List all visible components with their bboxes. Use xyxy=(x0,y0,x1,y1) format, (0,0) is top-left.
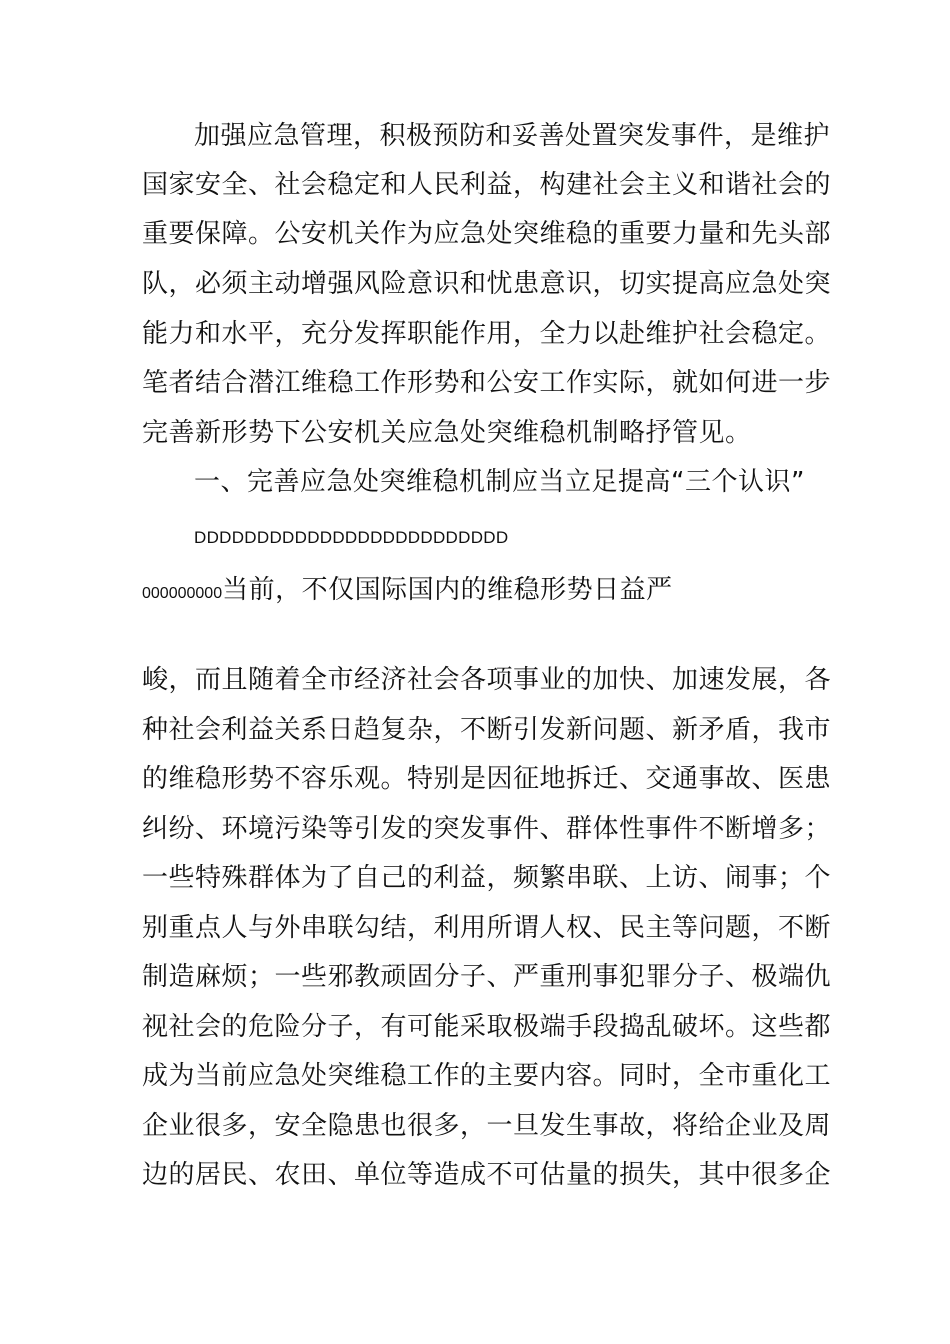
paragraph-1-line-4: 队，必须主动增强风险意识和忧患意识，切实提高应急处突 xyxy=(142,269,832,299)
mixed-text-line xyxy=(142,572,673,612)
paragraph-2-line-9: 成为当前应急处突维稳工作的主要内容。同时，全市重化工 xyxy=(142,1061,832,1091)
line-after-zeros: 当前，不仅国际国内的维稳形势日益严 xyxy=(222,575,673,605)
paragraph-1-line-3: 重要保障。公安机关作为应急处突维稳的重要力量和先头部 xyxy=(142,219,832,249)
paragraph-1-line-5: 能力和水平，充分发挥职能作用，全力以赴维护社会稳定。 xyxy=(142,319,832,349)
paragraph-2-line-2: 种社会利益关系日趋复杂，不断引发新问题、新矛盾，我市 xyxy=(142,715,832,745)
garbled-text-line: DDDDDDDDDDDDDDDDDDDDDDDDD xyxy=(194,528,509,547)
paragraph-2-line-5: 一些特殊群体为了自己的利益，频繁串联、上访、闹事；个 xyxy=(142,863,832,893)
section-heading-1: 一、完善应急处突维稳机制应当立足提高“三个认识” xyxy=(194,467,805,497)
paragraph-2-line-7: 制造麻烦；一些邪教顽固分子、严重刑事犯罪分子、极端仇 xyxy=(142,962,832,992)
paragraph-2-line-6: 别重点人与外串联勾结，利用所谓人权、民主等问题，不断 xyxy=(142,913,832,943)
paragraph-2-line-4: 纠纷、环境污染等引发的突发事件、群体性事件不断增多； xyxy=(142,814,832,844)
paragraph-1-line-6: 笔者结合潜江维稳工作形势和公安工作实际，就如何进一步 xyxy=(142,368,832,398)
garbled-zeros: 000000000 xyxy=(142,585,223,602)
paragraph-1-line-7: 完善新形势下公安机关应急处突维稳机制略抒管见。 xyxy=(142,418,752,448)
paragraph-1-line-2: 国家安全、社会稳定和人民利益，构建社会主义和谐社会的 xyxy=(142,170,832,200)
paragraph-2-line-1: 峻，而且随着全市经济社会各项事业的加快、加速发展，各 xyxy=(142,665,832,695)
paragraph-2-line-8: 视社会的危险分子，有可能采取极端手段捣乱破坏。这些都 xyxy=(142,1012,832,1042)
paragraph-2-line-10: 企业很多，安全隐患也很多，一旦发生事故，将给企业及周 xyxy=(142,1111,832,1141)
paragraph-2-line-3: 的维稳形势不容乐观。特别是因征地拆迁、交通事故、医患 xyxy=(142,764,832,794)
paragraph-2-line-11: 边的居民、农田、单位等造成不可估量的损失，其中很多企 xyxy=(142,1160,832,1190)
paragraph-1-line-1: 加强应急管理，积极预防和妥善处置突发事件，是维护 xyxy=(194,121,831,151)
